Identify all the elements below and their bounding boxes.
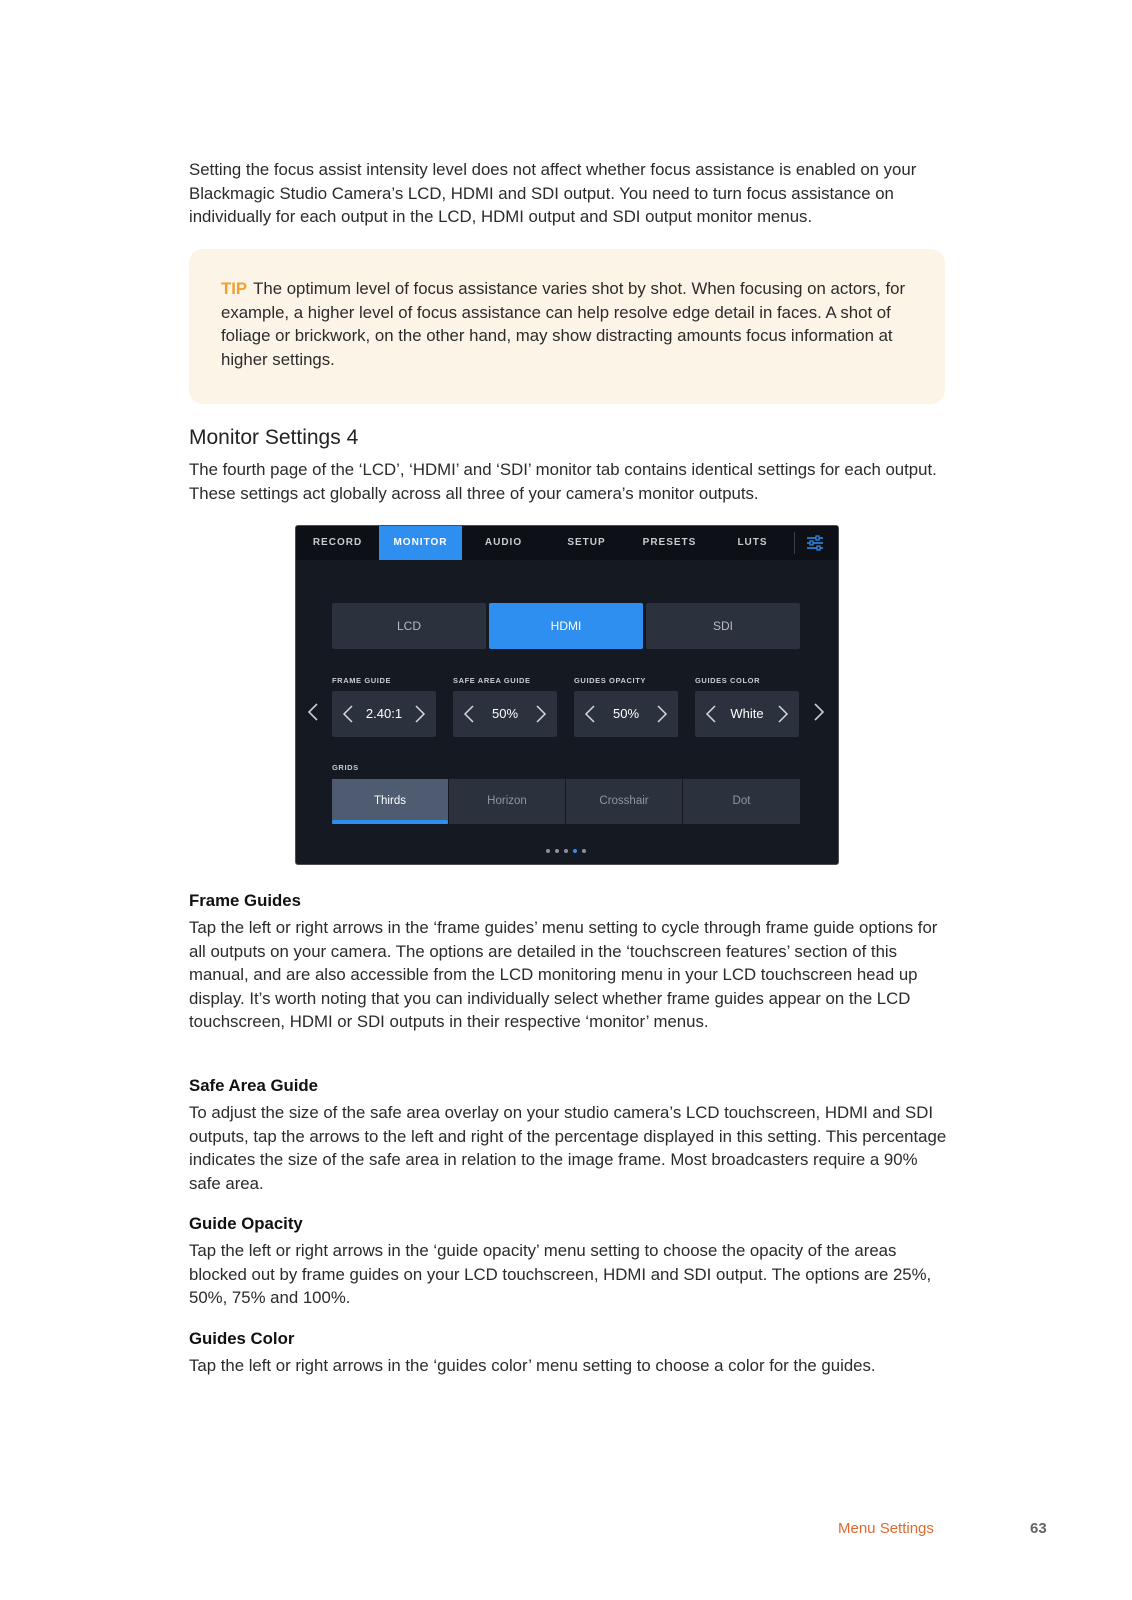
chevron-left-icon[interactable] [463, 705, 475, 723]
footer-page-number: 63 [1030, 1520, 1047, 1537]
guides-color-label: GUIDES COLOR [695, 676, 761, 685]
frame-guide-label: FRAME GUIDE [332, 676, 392, 685]
section-safe-area-guide [189, 1075, 949, 1195]
grid-thirds-button[interactable]: Thirds [332, 779, 448, 824]
chevron-left-icon[interactable] [584, 705, 596, 723]
page-dot [555, 849, 559, 853]
grid-dot-button[interactable]: Dot [683, 779, 800, 824]
page-dot [564, 849, 568, 853]
frame-guide-stepper [332, 691, 436, 737]
tab-record[interactable]: RECORD [312, 537, 363, 548]
section-guides-color [189, 1328, 949, 1378]
chevron-right-icon[interactable] [777, 705, 789, 723]
chevron-right-icon[interactable] [535, 705, 547, 723]
section-text: Tap the left or right arrows in the ‘guide opacity’ menu setting to choose the opacity of the areas blocked out by frame guides on your LCD touchscreen, HDMI and SDI output. The options are 25%, 50%, 75% and 100%. [189, 1241, 932, 1308]
output-hdmi-button[interactable]: HDMI [489, 603, 643, 649]
settings-sliders-icon[interactable] [806, 534, 824, 552]
chevron-left-icon[interactable] [705, 705, 717, 723]
tip-label: TIP [221, 279, 248, 298]
frame-guide-value: 2.40:1 [365, 706, 403, 721]
section-text: To adjust the size of the safe area overlay on your studio camera’s LCD touchscreen, HDMI and SDI outputs, tap the arrows to the left and right of the percentage displayed in this setting. This percentage indicates the size of the safe area in relation to the image frame. Most broadcasters require a 90% safe area. [189, 1103, 947, 1193]
section-text: Tap the left or right arrows in the ‘guides color’ menu setting to choose a color for the guides. [189, 1356, 876, 1375]
menu-tabs [296, 526, 838, 560]
section-text: Tap the left or right arrows in the ‘frame guides’ menu setting to cycle through frame guide options for all outputs on your camera. The options are detailed in the ‘touchscreen features’ section of this manual, and are also accessible from the LCD monitoring menu in your LCD touchscreen head up display. It’s worth noting that you can individually select whether frame guides appear on the LCD touchscreen, HDMI or SDI outputs in their respective ‘monitor’ menus. [189, 918, 938, 1032]
grids-label: GRIDS [332, 763, 359, 772]
tab-presets[interactable]: PRESETS [642, 537, 697, 548]
heading-paragraph: The fourth page of the ‘LCD’, ‘HDMI’ and ‘SDI’ monitor tab contains identical settings for each output. These settings act globally across all three of your camera’s monitor outputs. [189, 460, 937, 503]
footer-section-name: Menu Settings [838, 1520, 934, 1537]
section-guide-opacity [189, 1213, 949, 1310]
page-dot [582, 849, 586, 853]
chevron-left-icon[interactable] [342, 705, 354, 723]
tip-text [221, 277, 913, 371]
section-heading: Monitor Settings 4 [189, 426, 359, 449]
section-title: Guide Opacity [189, 1214, 303, 1233]
guides-color-stepper [695, 691, 799, 737]
section-title: Safe Area Guide [189, 1076, 319, 1095]
page-dot [546, 849, 550, 853]
safe-area-guide-label: SAFE AREA GUIDE [453, 676, 531, 685]
guides-opacity-label: GUIDES OPACITY [574, 676, 647, 685]
page-dot-current [573, 849, 577, 853]
output-sdi-button[interactable]: SDI [646, 603, 800, 649]
guides-color-value: White [730, 706, 764, 721]
camera-monitor-ui [295, 525, 839, 865]
tab-setup[interactable]: SETUP [567, 537, 606, 548]
grid-horizon-button[interactable]: Horizon [449, 779, 565, 824]
tab-divider [794, 532, 795, 554]
grid-selected-indicator [332, 820, 448, 824]
guides-opacity-value: 50% [612, 706, 640, 721]
output-lcd-button[interactable]: LCD [332, 603, 486, 649]
next-page-icon[interactable] [813, 702, 825, 722]
guides-opacity-stepper [574, 691, 678, 737]
safe-area-guide-value: 50% [491, 706, 519, 721]
tip-box [189, 249, 945, 404]
tip-body: The optimum level of focus assistance varies shot by shot. When focusing on actors, for example, a higher level of focus assistance can help resolve edge detail in faces. A shot of foliage or brickwork, on the other hand, may show distracting amounts focus information at higher settings. [221, 279, 906, 369]
tab-audio[interactable]: AUDIO [484, 537, 523, 548]
section-title: Frame Guides [189, 891, 301, 910]
chevron-right-icon[interactable] [656, 705, 668, 723]
prev-page-icon[interactable] [307, 702, 319, 722]
chevron-right-icon[interactable] [414, 705, 426, 723]
section-frame-guides [189, 890, 949, 1034]
tab-monitor[interactable]: MONITOR [379, 526, 462, 560]
grid-crosshair-button[interactable]: Crosshair [566, 779, 682, 824]
tab-luts[interactable]: LUTS [737, 537, 768, 548]
section-title: Guides Color [189, 1329, 295, 1348]
safe-area-guide-stepper [453, 691, 557, 737]
intro-paragraph: Setting the focus assist intensity level does not affect whether focus assistance is enabled on your Blackmagic Studio Camera’s LCD, HDMI and SDI output. You need to turn focus assistance on individually for each output in the LCD, HDMI output and SDI output monitor menus. [189, 160, 917, 227]
